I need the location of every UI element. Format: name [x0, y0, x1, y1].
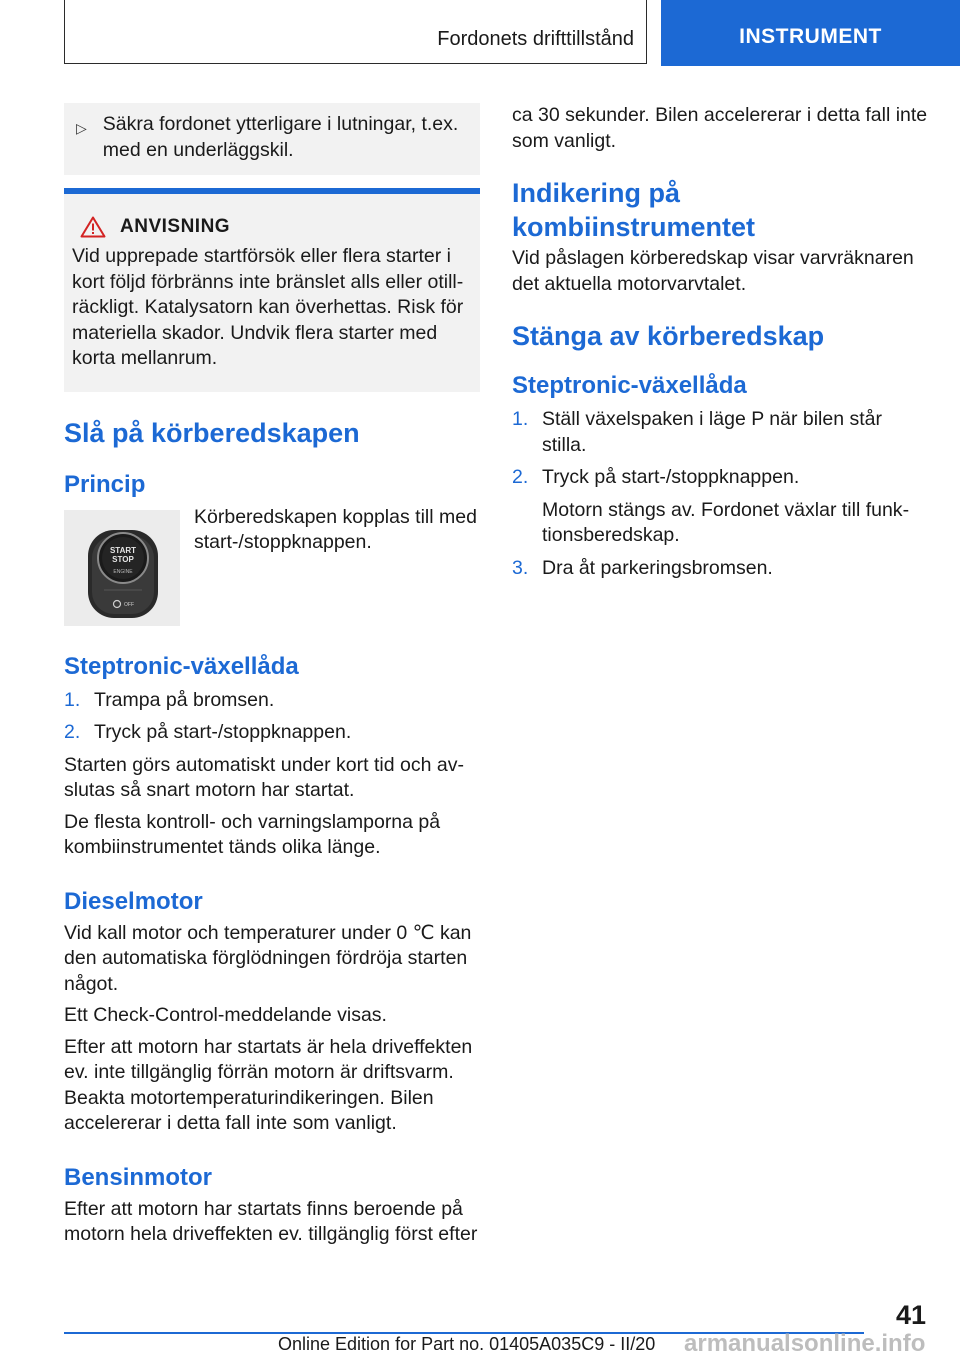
off-steps-list [512, 407, 928, 491]
start-paragraph-1: Starten görs automatiskt under kort tid och avslutas så snart motorn har startat. [64, 753, 464, 801]
footer-edition: Online Edition for Part no. 01405A035C9 - II/20 [278, 1334, 656, 1354]
list-item [64, 688, 480, 714]
page-number: 41 [895, 1300, 926, 1330]
triangle-bullet-icon: ▷ [76, 120, 87, 136]
off-label: OFF [124, 601, 134, 608]
step-text: Trampa på bromsen. [94, 688, 275, 711]
right-column [512, 103, 928, 588]
list-item [512, 465, 928, 491]
step-text: Ställ växelspaken i läge P när bilen står stilla. [542, 408, 883, 456]
header-chapter[interactable]: Fordonets drifttillstånd [437, 28, 634, 50]
indication-title: Indikering på kombiinstrumentet [512, 178, 756, 242]
footer-watermark: armanualsonline.info [684, 1330, 926, 1357]
header-chapter-box [64, 0, 647, 64]
safety-step-text: Säkra fordonet ytterligare i lutningar, t.ex. med en underläggskil. [102, 113, 459, 161]
diesel-title: Dieselmotor [64, 887, 203, 915]
section-title-off: Stänga av körberedskap [512, 321, 825, 351]
petrol-title: Bensinmotor [64, 1163, 213, 1191]
header-tab-instrument[interactable]: INSTRUMENT [661, 0, 960, 66]
indication-text: Vid påslagen körberedskap visar varvräknaren det aktuella motorvarvtalet. [512, 247, 914, 295]
principle-title: Princip [64, 470, 146, 498]
step-number: 3. [512, 556, 529, 579]
stop-label: STOP [112, 554, 134, 564]
list-item [512, 407, 928, 458]
list-item [512, 556, 928, 582]
start-stop-button-image [64, 510, 180, 626]
warning-text: Vid upprepade startförsök eller flera starter i kort följd förbränns inte bränslet alls eller otillräckligt. Katalysatorn kan överhettas. Risk för materiella skador. Undvik flera starter med korta mellanrum. [72, 245, 464, 369]
start-paragraph-2: De flesta kontroll- och varningslamporna på kombiinstrumentet tänds olika länge. [64, 810, 441, 858]
start-label: START [109, 545, 137, 555]
warning-label: ANVISNING [120, 216, 231, 237]
step-number: 1. [512, 408, 529, 430]
off-steps-list-cont [512, 556, 928, 582]
step-text: Dra åt parkeringsbromsen. [542, 556, 773, 579]
step-text: Tryck på start-/stoppknappen. [542, 466, 800, 488]
step-number: 2. [512, 466, 529, 488]
petrol-paragraph-1: Efter att motorn har startats finns beroende på motorn hela driveffekten ev. tillgänglig först efter [64, 1197, 478, 1245]
left-column [64, 103, 480, 1248]
steptronic-title-left: Steptronic-växellåda [64, 652, 299, 680]
engine-label: ENGINE [113, 568, 133, 575]
diesel-paragraph-1: Vid kall motor och temperaturer under 0 ℃ kan den automatiska förglödningen fördröja starten något. [64, 921, 472, 995]
step-2-subtext: Motorn stängs av. Fordonet växlar till funktionsberedskap. [542, 498, 910, 546]
safety-step-box [64, 103, 480, 175]
warning-box [64, 188, 480, 392]
continued-text: ca 30 sekunder. Bilen accelererar i detta fall inte som vanligt. [512, 104, 928, 152]
diesel-paragraph-3: Efter att motorn har startats är hela driveffekten ev. inte tillgänglig förrän motorn är driftsvarm. Beakta motortemperaturindikeringen. Bilen accelererar i detta fall inte som vanligt. [64, 1035, 473, 1134]
start-steps-list [64, 688, 480, 746]
diesel-paragraph-2: Ett Check-Control-meddelande visas. [64, 1004, 387, 1026]
steptronic-title-right: Steptronic-växellåda [512, 372, 747, 399]
list-item [64, 720, 480, 746]
section-title-start: Slå på körberedskapen [64, 417, 360, 448]
step-text: Tryck på start-/stoppknappen. [94, 721, 352, 743]
step-number: 2. [64, 721, 81, 743]
step-number: 1. [64, 688, 81, 711]
principle-text: Körberedskapen kopplas till med start-/stoppknappen. [194, 505, 477, 553]
warning-triangle-icon [80, 216, 106, 238]
